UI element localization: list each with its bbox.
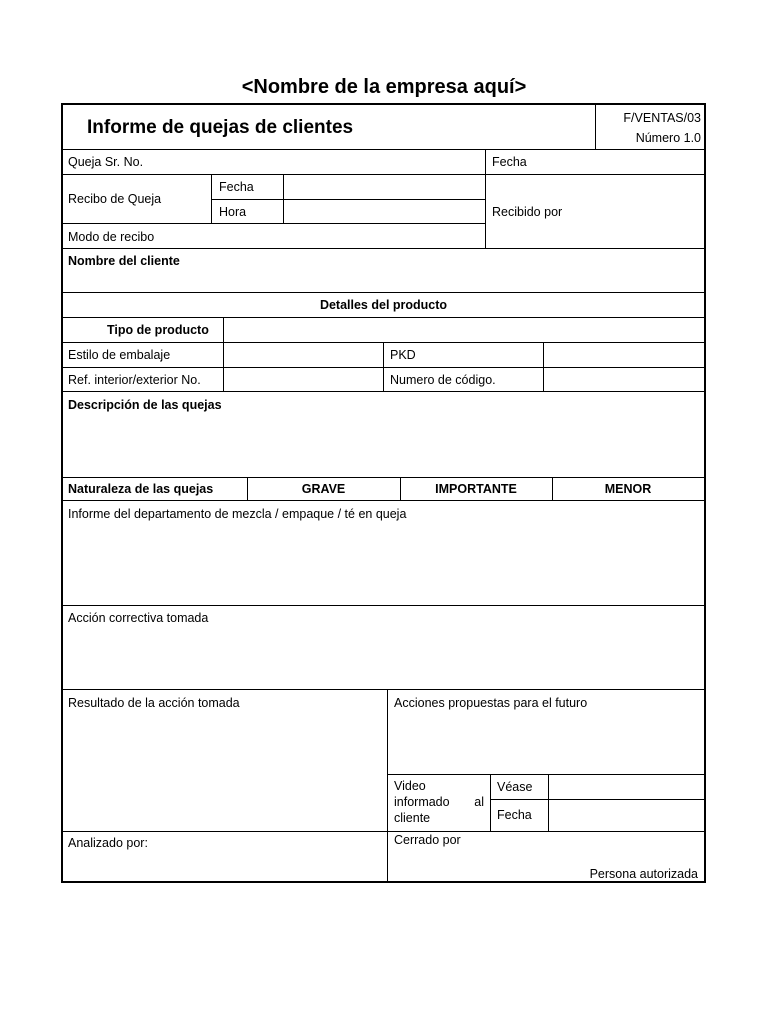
- future-actions-label: Acciones propuestas para el futuro: [394, 696, 588, 710]
- action-result-label: Resultado de la acción tomada: [68, 696, 240, 710]
- receipt-date-label: Fecha: [219, 180, 254, 194]
- complaint-form: [61, 103, 706, 883]
- nature-label: Naturaleza de las quejas: [68, 482, 214, 496]
- divider: [63, 367, 704, 368]
- divider: [63, 149, 704, 150]
- analyzed-by-label: Analizado por:: [68, 836, 148, 850]
- divider: [63, 174, 704, 175]
- divider: [490, 774, 491, 831]
- receipt-time-label: Hora: [219, 205, 247, 219]
- complaint-no-label: Queja Sr. No.: [68, 155, 144, 169]
- corrective-action-label: Acción correctiva tomada: [68, 611, 209, 625]
- receipt-mode-label: Modo de recibo: [68, 230, 155, 244]
- divider: [63, 477, 704, 478]
- date-label: Fecha: [492, 155, 527, 169]
- divider: [387, 689, 388, 881]
- divider: [548, 774, 549, 831]
- nature-option-menor[interactable]: MENOR: [604, 482, 652, 496]
- divider: [63, 831, 704, 832]
- doc-number: Número 1.0: [635, 131, 701, 145]
- company-name: <Nombre de la empresa aquí>: [241, 76, 527, 98]
- divider: [63, 605, 704, 606]
- divider: [63, 500, 704, 501]
- authorized-person-label: Persona autorizada: [589, 867, 698, 881]
- nature-option-importante[interactable]: IMPORTANTE: [435, 482, 517, 496]
- product-heading: Detalles del producto: [319, 298, 448, 312]
- code-no-label: Numero de código.: [390, 373, 496, 387]
- ref-no-label: Ref. interior/exterior No.: [68, 373, 201, 387]
- form-title: Informe de quejas de clientes: [87, 117, 354, 138]
- packing-style-label: Estilo de embalaje: [68, 348, 171, 362]
- divider: [490, 799, 704, 800]
- client-name-label: Nombre del cliente: [68, 254, 180, 268]
- divider: [223, 317, 224, 391]
- see-label: Véase: [497, 780, 533, 794]
- pkd-label: PKD: [390, 348, 416, 362]
- divider: [211, 199, 485, 200]
- divider: [387, 774, 704, 775]
- video-informed-label: Video informado al cliente: [394, 779, 484, 825]
- received-by-label: Recibido por: [492, 205, 563, 219]
- nature-option-grave[interactable]: GRAVE: [301, 482, 346, 496]
- divider: [63, 317, 704, 318]
- divider: [63, 223, 485, 224]
- dept-report-label: Informe del departamento de mezcla / empaque / té en queja: [68, 507, 407, 521]
- divider: [63, 689, 704, 690]
- divider: [63, 292, 704, 293]
- receipt-label: Recibo de Queja: [68, 192, 162, 206]
- divider: [63, 248, 704, 249]
- divider: [485, 149, 486, 248]
- product-type-label: Tipo de producto: [107, 323, 209, 337]
- video-date-label: Fecha: [497, 808, 532, 822]
- description-label: Descripción de las quejas: [68, 398, 222, 412]
- divider: [63, 391, 704, 392]
- closed-by-label: Cerrado por: [394, 833, 461, 847]
- doc-code: F/VENTAS/03: [623, 111, 701, 125]
